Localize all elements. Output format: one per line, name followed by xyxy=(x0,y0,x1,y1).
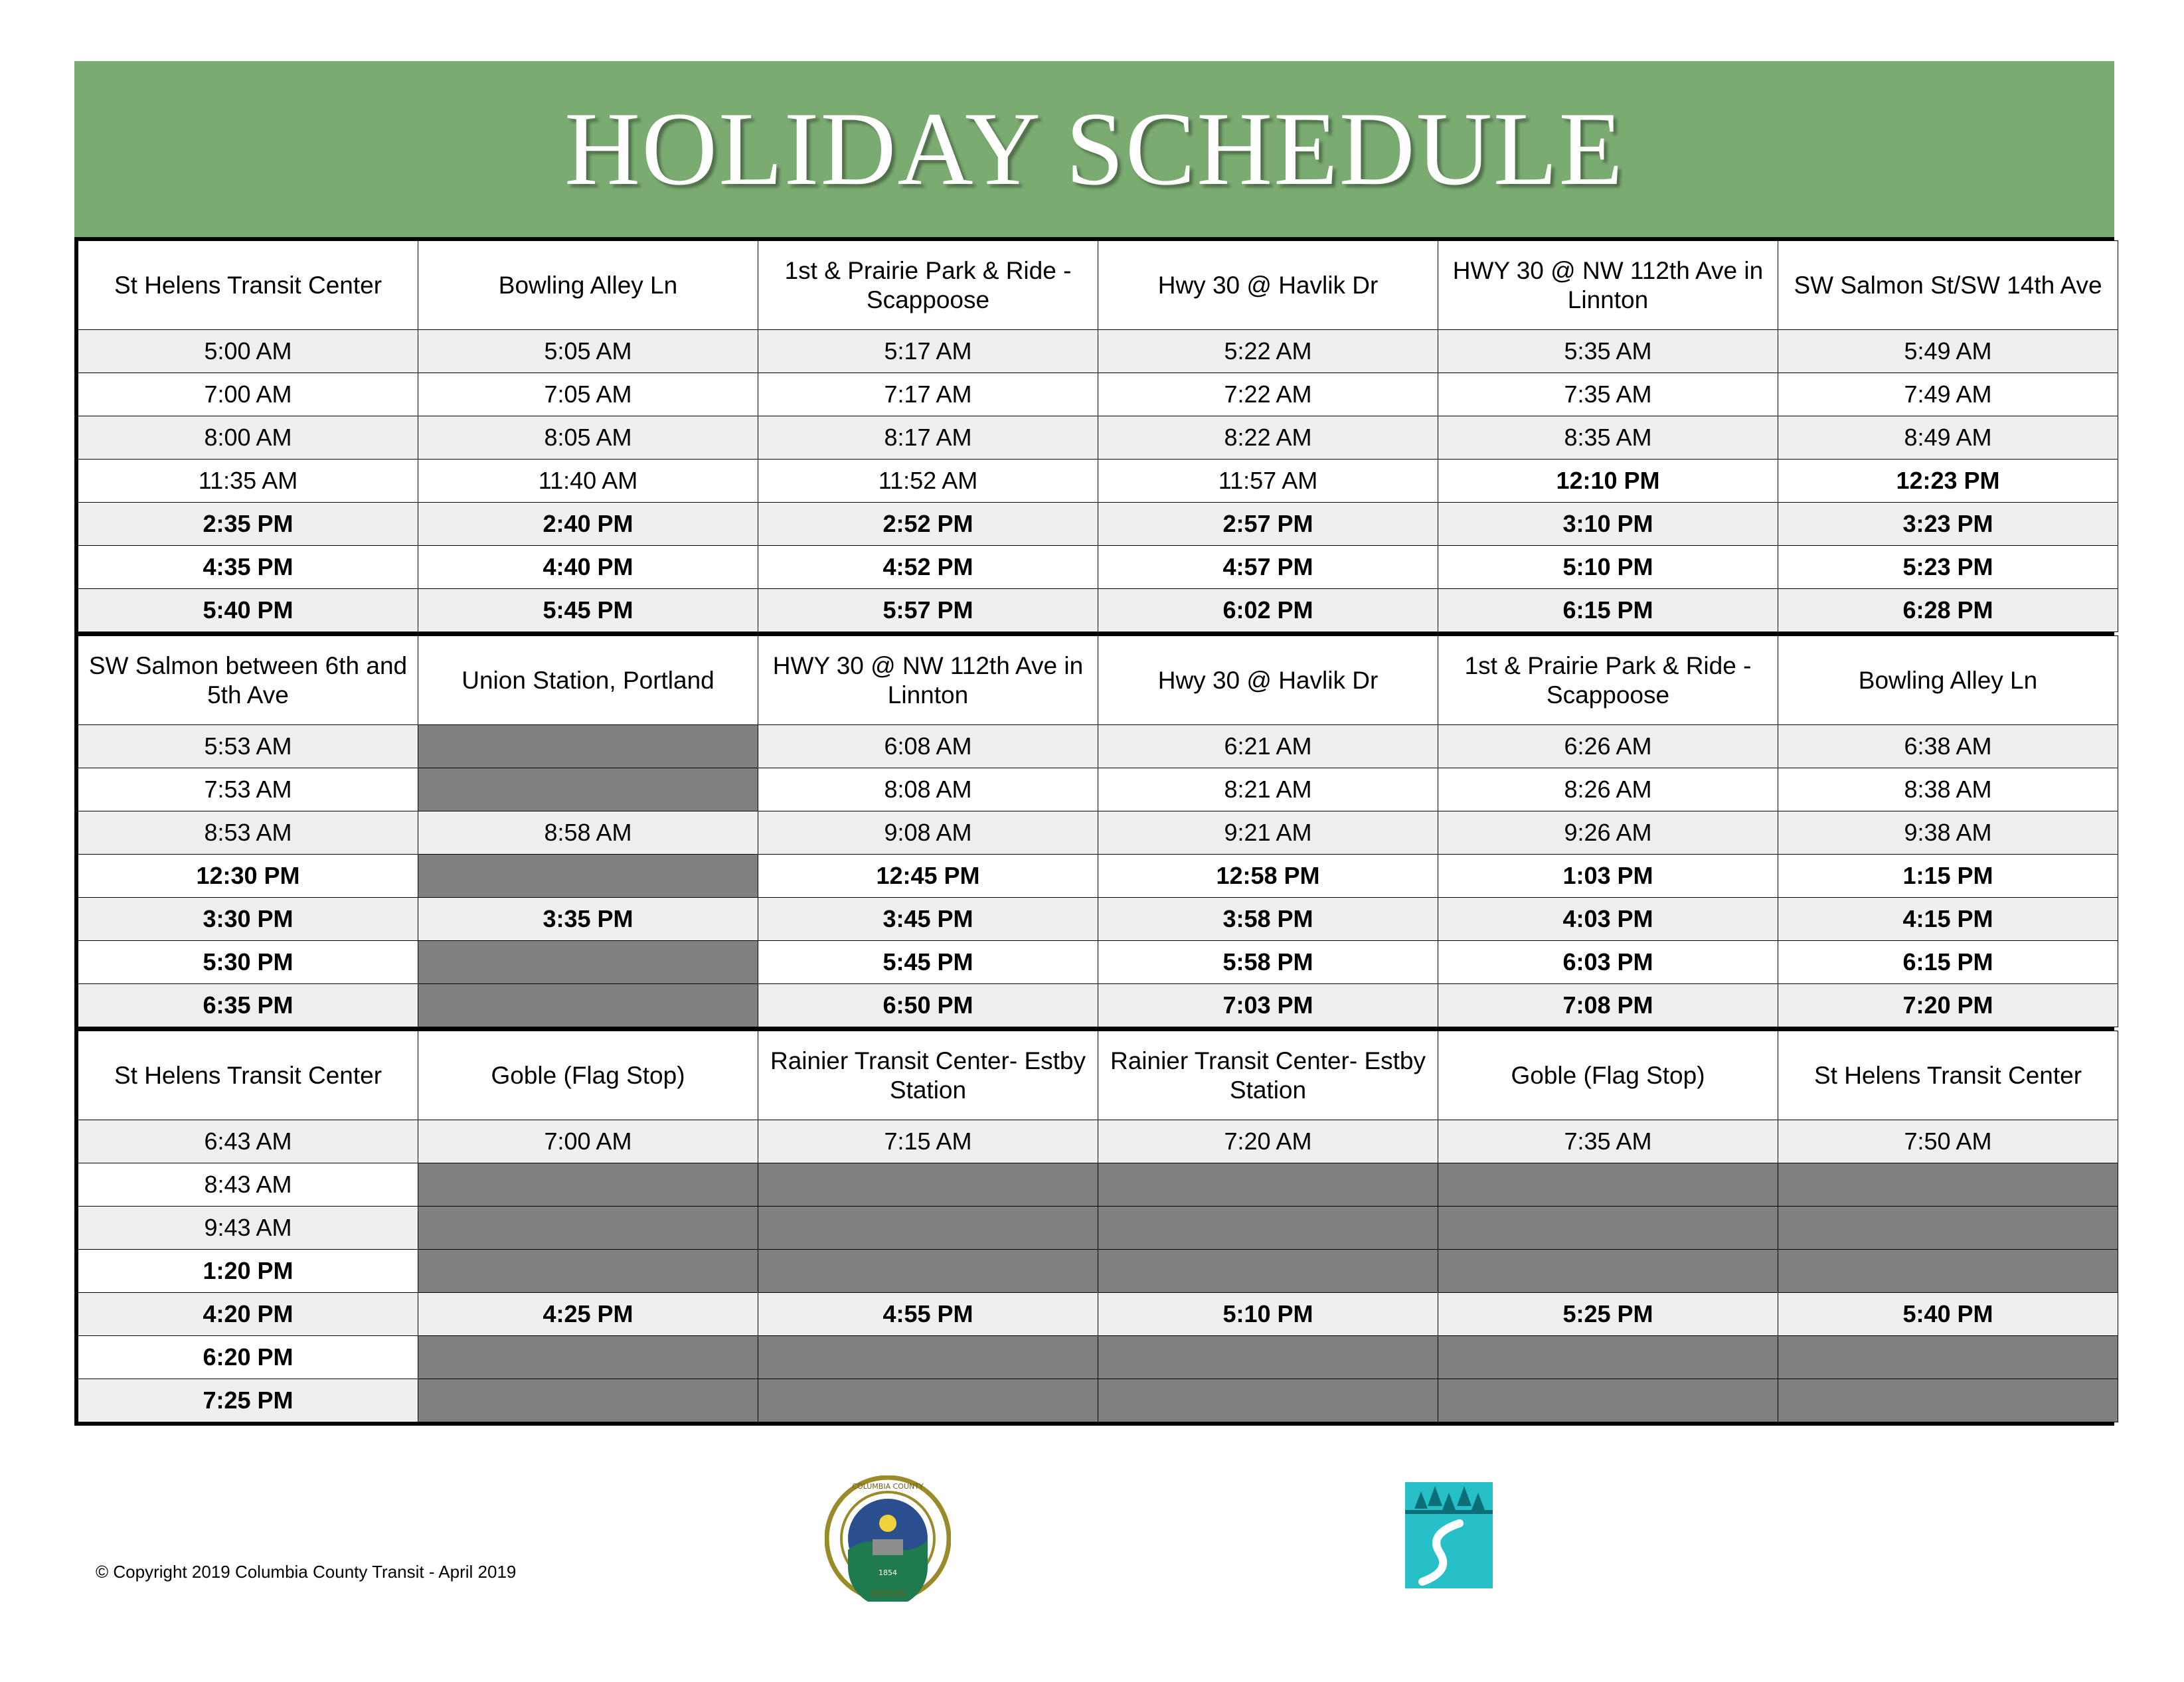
column-header: 1st & Prairie Park & Ride - Scappoose xyxy=(758,241,1098,330)
table-row xyxy=(78,1207,2118,1250)
no-service-cell xyxy=(418,768,758,811)
departure-time-cell: 5:40 PM xyxy=(78,589,418,632)
no-service-cell xyxy=(418,855,758,898)
no-service-cell xyxy=(758,1250,1098,1293)
table-row xyxy=(78,1293,2118,1336)
no-service-cell xyxy=(418,1163,758,1207)
departure-time-cell: 3:23 PM xyxy=(1778,503,2118,546)
departure-time-cell: 4:15 PM xyxy=(1778,898,2118,941)
departure-time-cell: 5:45 PM xyxy=(758,941,1098,984)
table-row xyxy=(78,855,2118,898)
table-row xyxy=(78,1250,2118,1293)
departure-time-cell: 5:23 PM xyxy=(1778,546,2118,589)
column-header: St Helens Transit Center xyxy=(1778,1031,2118,1120)
departure-time-cell: 8:00 AM xyxy=(78,416,418,460)
no-service-cell xyxy=(1098,1379,1438,1422)
departure-time-cell: 7:35 AM xyxy=(1438,1120,1778,1163)
departure-time-cell: 7:50 AM xyxy=(1778,1120,2118,1163)
departure-time-cell: 5:40 PM xyxy=(1778,1293,2118,1336)
departure-time-cell: 7:25 PM xyxy=(78,1379,418,1422)
columbia-county-rider-logo-icon xyxy=(1396,1475,1502,1595)
column-header: Rainier Transit Center- Estby Station xyxy=(758,1031,1098,1120)
column-header: Bowling Alley Ln xyxy=(418,241,758,330)
footer xyxy=(74,1461,2114,1653)
departure-time-cell: 5:10 PM xyxy=(1438,546,1778,589)
table-row xyxy=(78,460,2118,503)
departure-time-cell: 9:38 AM xyxy=(1778,811,2118,855)
departure-time-cell: 8:22 AM xyxy=(1098,416,1438,460)
departure-time-cell: 5:49 AM xyxy=(1778,330,2118,373)
no-service-cell xyxy=(418,984,758,1027)
departure-time-cell: 7:00 AM xyxy=(418,1120,758,1163)
departure-time-cell: 6:38 AM xyxy=(1778,725,2118,768)
schedule-block-northbound-from-portland xyxy=(74,635,2114,1031)
departure-time-cell: 6:50 PM xyxy=(758,984,1098,1027)
no-service-cell xyxy=(1098,1336,1438,1379)
departure-time-cell: 2:40 PM xyxy=(418,503,758,546)
departure-time-cell: 12:10 PM xyxy=(1438,460,1778,503)
table-row xyxy=(78,984,2118,1027)
no-service-cell xyxy=(1438,1163,1778,1207)
departure-time-cell: 7:22 AM xyxy=(1098,373,1438,416)
departure-time-cell: 1:03 PM xyxy=(1438,855,1778,898)
table-header-row xyxy=(78,1031,2118,1120)
departure-time-cell: 6:15 PM xyxy=(1438,589,1778,632)
no-service-cell xyxy=(1098,1207,1438,1250)
departure-time-cell: 2:35 PM xyxy=(78,503,418,546)
departure-time-cell: 4:57 PM xyxy=(1098,546,1438,589)
no-service-cell xyxy=(1438,1250,1778,1293)
departure-time-cell: 3:30 PM xyxy=(78,898,418,941)
departure-time-cell: 5:17 AM xyxy=(758,330,1098,373)
table-row xyxy=(78,898,2118,941)
departure-time-cell: 6:20 PM xyxy=(78,1336,418,1379)
departure-time-cell: 6:08 AM xyxy=(758,725,1098,768)
departure-time-cell: 6:43 AM xyxy=(78,1120,418,1163)
svg-text:OREGON: OREGON xyxy=(870,1589,906,1598)
schedule-table xyxy=(78,635,2118,1027)
departure-time-cell: 7:53 AM xyxy=(78,768,418,811)
no-service-cell xyxy=(1098,1250,1438,1293)
column-header: SW Salmon St/SW 14th Ave xyxy=(1778,241,2118,330)
departure-time-cell: 5:00 AM xyxy=(78,330,418,373)
table-row xyxy=(78,589,2118,632)
departure-time-cell: 4:40 PM xyxy=(418,546,758,589)
table-row xyxy=(78,373,2118,416)
no-service-cell xyxy=(418,1379,758,1422)
no-service-cell xyxy=(1778,1336,2118,1379)
schedule-block-rainier-goble-route xyxy=(74,1031,2114,1426)
departure-time-cell: 9:21 AM xyxy=(1098,811,1438,855)
schedule-table xyxy=(78,1031,2118,1422)
departure-time-cell: 11:57 AM xyxy=(1098,460,1438,503)
column-header: HWY 30 @ NW 112th Ave in Linnton xyxy=(758,636,1098,725)
departure-time-cell: 6:35 PM xyxy=(78,984,418,1027)
column-header: HWY 30 @ NW 112th Ave in Linnton xyxy=(1438,241,1778,330)
no-service-cell xyxy=(758,1207,1098,1250)
no-service-cell xyxy=(1438,1336,1778,1379)
schedule-block-southbound-to-portland xyxy=(74,237,2114,635)
departure-time-cell: 4:20 PM xyxy=(78,1293,418,1336)
column-header: Goble (Flag Stop) xyxy=(1438,1031,1778,1120)
table-row xyxy=(78,768,2118,811)
departure-time-cell: 11:40 AM xyxy=(418,460,758,503)
table-row xyxy=(78,330,2118,373)
departure-time-cell: 6:15 PM xyxy=(1778,941,2118,984)
departure-time-cell: 8:49 AM xyxy=(1778,416,2118,460)
column-header: Union Station, Portland xyxy=(418,636,758,725)
table-row xyxy=(78,725,2118,768)
departure-time-cell: 7:08 PM xyxy=(1438,984,1778,1027)
departure-time-cell: 2:57 PM xyxy=(1098,503,1438,546)
departure-time-cell: 8:53 AM xyxy=(78,811,418,855)
columbia-county-oregon-seal-icon xyxy=(825,1475,951,1602)
departure-time-cell: 5:58 PM xyxy=(1098,941,1438,984)
no-service-cell xyxy=(758,1163,1098,1207)
no-service-cell xyxy=(418,1336,758,1379)
column-header: SW Salmon between 6th and 5th Ave xyxy=(78,636,418,725)
departure-time-cell: 9:26 AM xyxy=(1438,811,1778,855)
departure-time-cell: 3:45 PM xyxy=(758,898,1098,941)
departure-time-cell: 9:08 AM xyxy=(758,811,1098,855)
departure-time-cell: 5:25 PM xyxy=(1438,1293,1778,1336)
departure-time-cell: 5:35 AM xyxy=(1438,330,1778,373)
no-service-cell xyxy=(1778,1250,2118,1293)
departure-time-cell: 6:28 PM xyxy=(1778,589,2118,632)
departure-time-cell: 8:21 AM xyxy=(1098,768,1438,811)
departure-time-cell: 3:10 PM xyxy=(1438,503,1778,546)
departure-time-cell: 5:53 AM xyxy=(78,725,418,768)
no-service-cell xyxy=(758,1379,1098,1422)
departure-time-cell: 4:55 PM xyxy=(758,1293,1098,1336)
no-service-cell xyxy=(418,725,758,768)
no-service-cell xyxy=(1438,1207,1778,1250)
departure-time-cell: 4:35 PM xyxy=(78,546,418,589)
no-service-cell xyxy=(418,1207,758,1250)
column-header: 1st & Prairie Park & Ride - Scappoose xyxy=(1438,636,1778,725)
svg-text:1854: 1854 xyxy=(879,1568,897,1577)
departure-time-cell: 8:08 AM xyxy=(758,768,1098,811)
no-service-cell xyxy=(1778,1163,2118,1207)
schedule-tables xyxy=(74,237,2114,1426)
departure-time-cell: 4:52 PM xyxy=(758,546,1098,589)
departure-time-cell: 1:20 PM xyxy=(78,1250,418,1293)
departure-time-cell: 8:35 AM xyxy=(1438,416,1778,460)
table-row xyxy=(78,1163,2118,1207)
departure-time-cell: 1:15 PM xyxy=(1778,855,2118,898)
departure-time-cell: 7:49 AM xyxy=(1778,373,2118,416)
departure-time-cell: 8:17 AM xyxy=(758,416,1098,460)
table-row xyxy=(78,941,2118,984)
no-service-cell xyxy=(1778,1207,2118,1250)
departure-time-cell: 7:20 PM xyxy=(1778,984,2118,1027)
table-header-row xyxy=(78,636,2118,725)
table-row xyxy=(78,1336,2118,1379)
table-row xyxy=(78,546,2118,589)
no-service-cell xyxy=(418,941,758,984)
departure-time-cell: 7:35 AM xyxy=(1438,373,1778,416)
column-header: St Helens Transit Center xyxy=(78,241,418,330)
departure-time-cell: 12:23 PM xyxy=(1778,460,2118,503)
no-service-cell xyxy=(758,1336,1098,1379)
departure-time-cell: 5:30 PM xyxy=(78,941,418,984)
departure-time-cell: 2:52 PM xyxy=(758,503,1098,546)
table-row xyxy=(78,503,2118,546)
departure-time-cell: 5:10 PM xyxy=(1098,1293,1438,1336)
departure-time-cell: 8:05 AM xyxy=(418,416,758,460)
column-header: Bowling Alley Ln xyxy=(1778,636,2118,725)
page-title: HOLIDAY SCHEDULE xyxy=(564,90,1624,207)
departure-time-cell: 7:03 PM xyxy=(1098,984,1438,1027)
copyright-text: © Copyright 2019 Columbia County Transit - April 2019 xyxy=(96,1562,517,1582)
column-header: Rainier Transit Center- Estby Station xyxy=(1098,1031,1438,1120)
departure-time-cell: 8:38 AM xyxy=(1778,768,2118,811)
column-header: Hwy 30 @ Havlik Dr xyxy=(1098,636,1438,725)
schedule-table xyxy=(78,240,2118,632)
departure-time-cell: 7:20 AM xyxy=(1098,1120,1438,1163)
departure-time-cell: 7:17 AM xyxy=(758,373,1098,416)
departure-time-cell: 9:43 AM xyxy=(78,1207,418,1250)
departure-time-cell: 4:03 PM xyxy=(1438,898,1778,941)
no-service-cell xyxy=(418,1250,758,1293)
departure-time-cell: 12:30 PM xyxy=(78,855,418,898)
departure-time-cell: 11:35 AM xyxy=(78,460,418,503)
departure-time-cell: 3:35 PM xyxy=(418,898,758,941)
svg-text:COLUMBIA COUNTY: COLUMBIA COUNTY xyxy=(852,1482,924,1491)
departure-time-cell: 7:15 AM xyxy=(758,1120,1098,1163)
departure-time-cell: 7:00 AM xyxy=(78,373,418,416)
departure-time-cell: 5:05 AM xyxy=(418,330,758,373)
departure-time-cell: 11:52 AM xyxy=(758,460,1098,503)
column-header: Goble (Flag Stop) xyxy=(418,1031,758,1120)
table-row xyxy=(78,811,2118,855)
departure-time-cell: 8:43 AM xyxy=(78,1163,418,1207)
title-banner xyxy=(74,61,2114,237)
departure-time-cell: 6:26 AM xyxy=(1438,725,1778,768)
table-row xyxy=(78,1379,2118,1422)
departure-time-cell: 4:25 PM xyxy=(418,1293,758,1336)
no-service-cell xyxy=(1098,1163,1438,1207)
column-header: St Helens Transit Center xyxy=(78,1031,418,1120)
departure-time-cell: 3:58 PM xyxy=(1098,898,1438,941)
table-row xyxy=(78,1120,2118,1163)
no-service-cell xyxy=(1778,1379,2118,1422)
table-header-row xyxy=(78,241,2118,330)
table-row xyxy=(78,416,2118,460)
departure-time-cell: 6:02 PM xyxy=(1098,589,1438,632)
no-service-cell xyxy=(1438,1379,1778,1422)
departure-time-cell: 8:58 AM xyxy=(418,811,758,855)
departure-time-cell: 5:45 PM xyxy=(418,589,758,632)
departure-time-cell: 5:22 AM xyxy=(1098,330,1438,373)
departure-time-cell: 8:26 AM xyxy=(1438,768,1778,811)
departure-time-cell: 5:57 PM xyxy=(758,589,1098,632)
departure-time-cell: 6:03 PM xyxy=(1438,941,1778,984)
departure-time-cell: 6:21 AM xyxy=(1098,725,1438,768)
column-header: Hwy 30 @ Havlik Dr xyxy=(1098,241,1438,330)
departure-time-cell: 12:45 PM xyxy=(758,855,1098,898)
departure-time-cell: 7:05 AM xyxy=(418,373,758,416)
departure-time-cell: 12:58 PM xyxy=(1098,855,1438,898)
